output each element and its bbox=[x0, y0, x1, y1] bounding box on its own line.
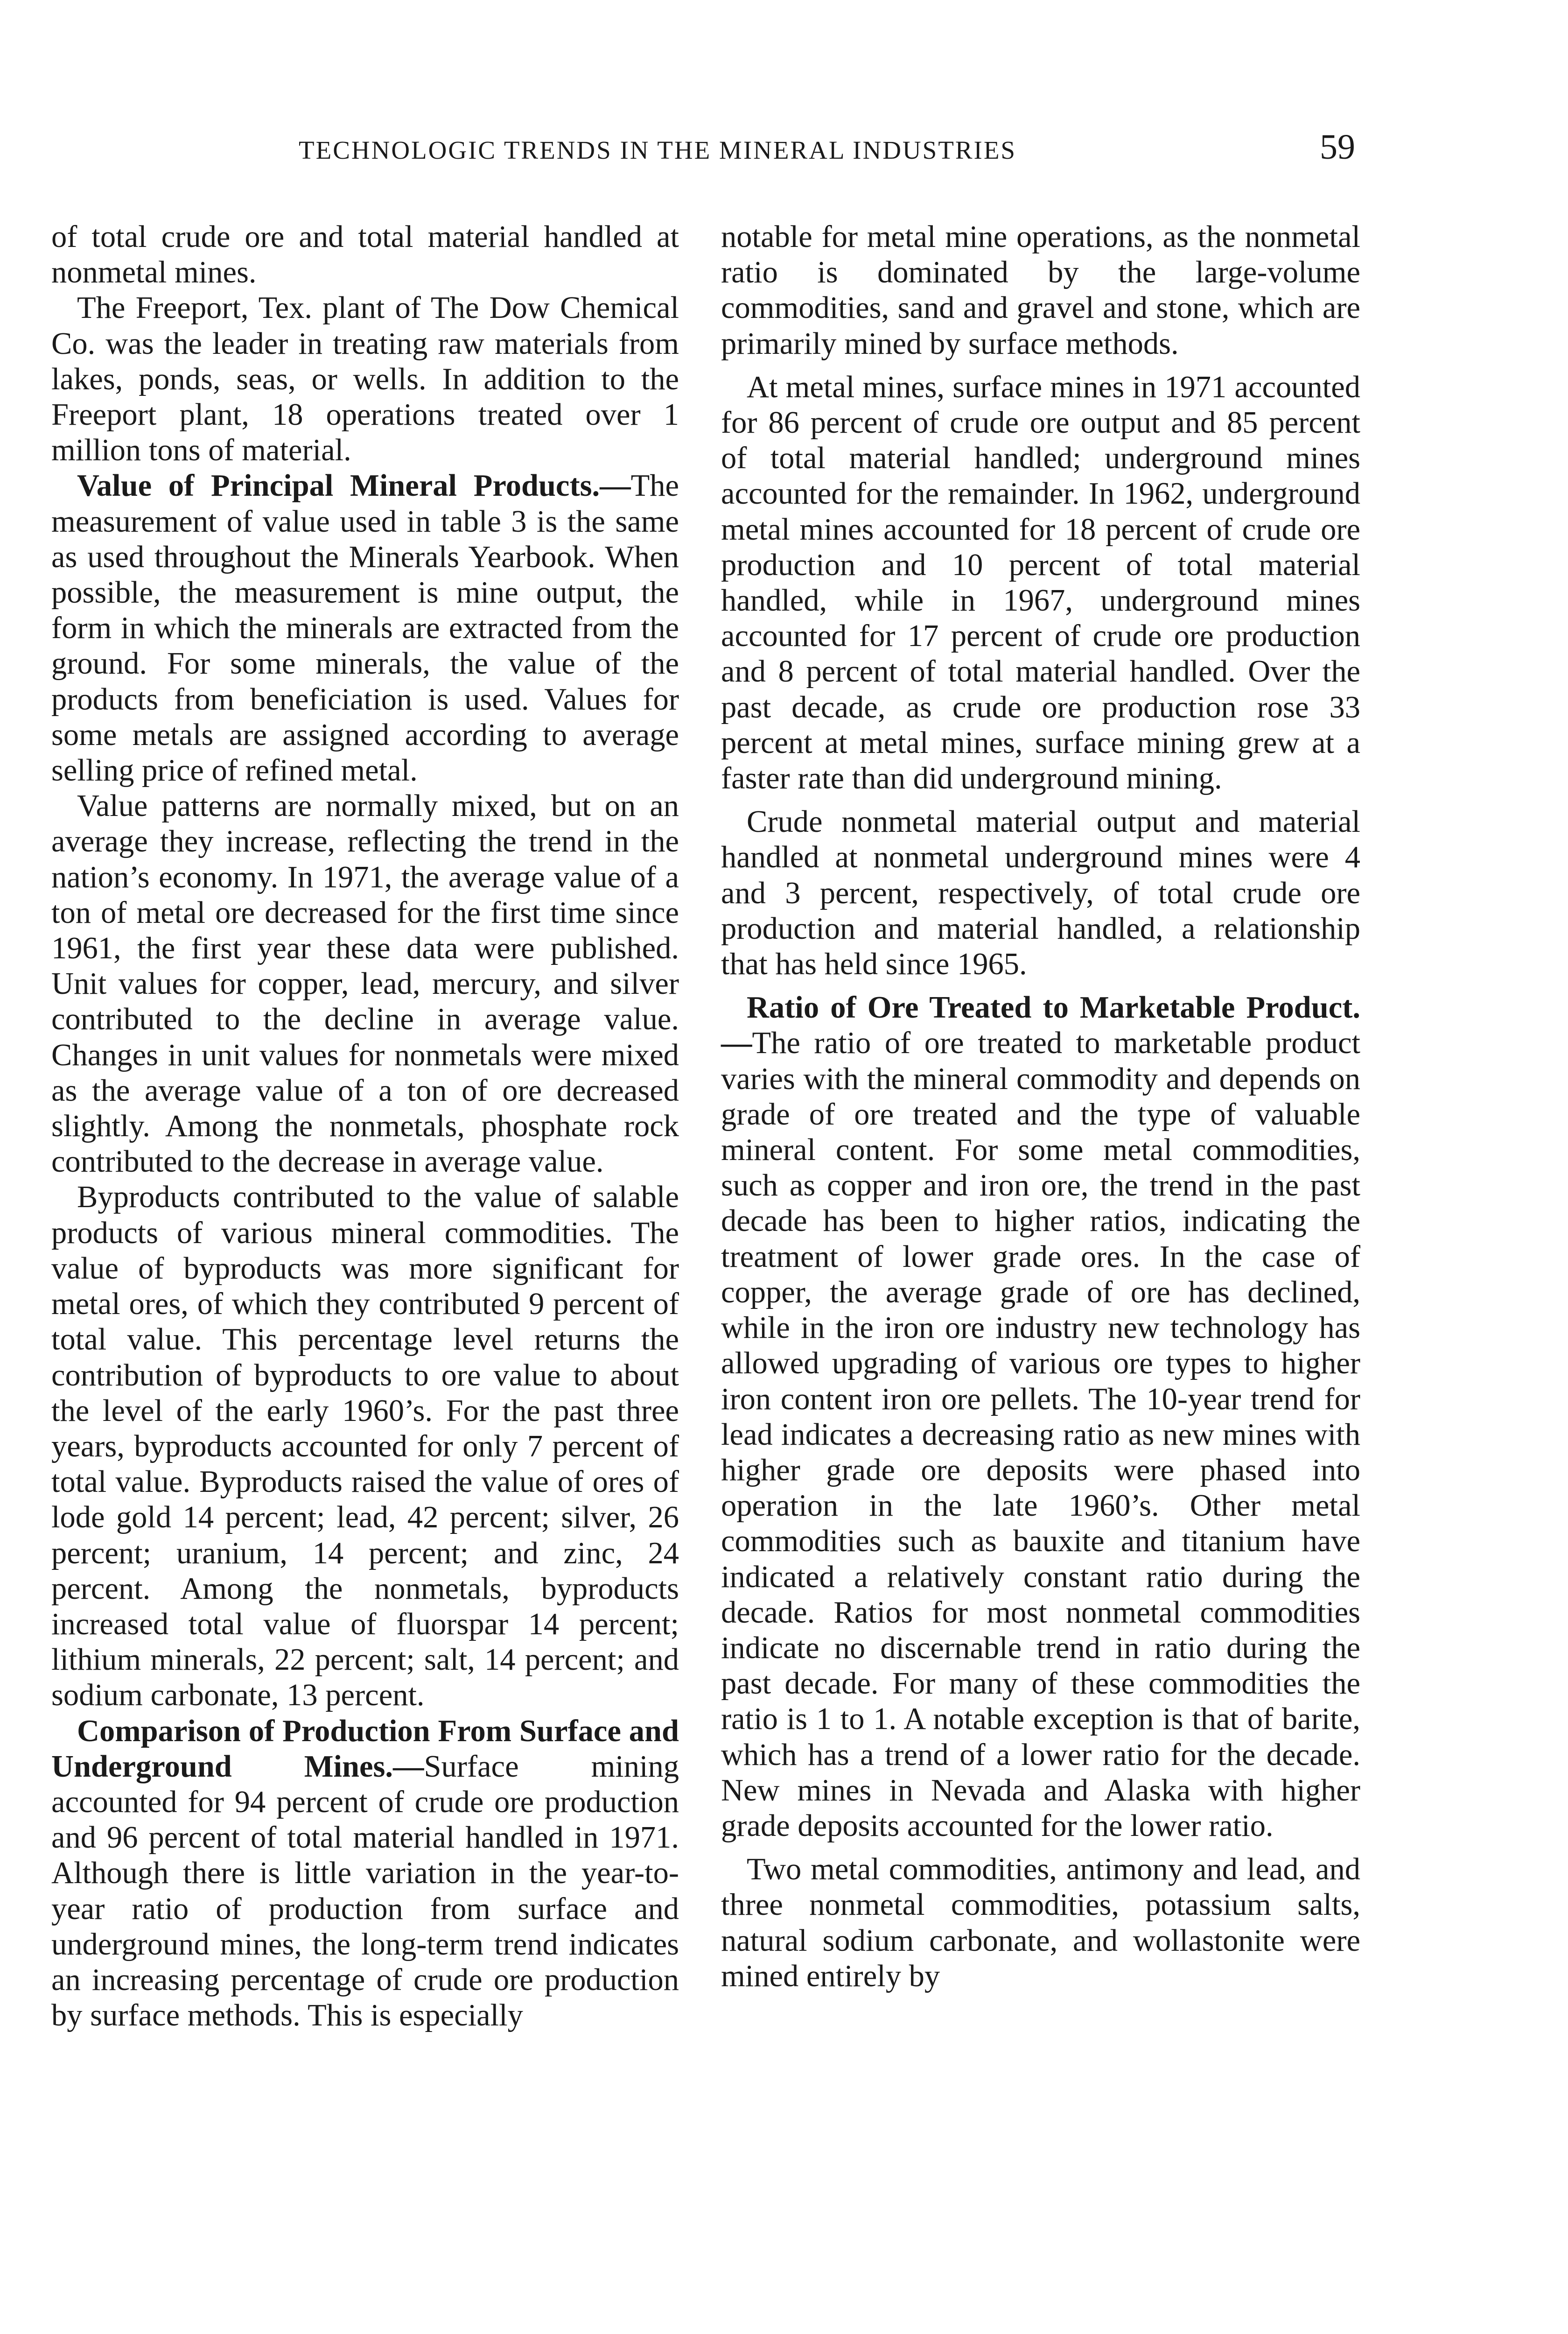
paragraph: of total crude ore and total material handled at nonmetal mines. bbox=[51, 220, 679, 290]
paragraph: Value patterns are normally mixed, but on an average they increase, reflecting the trend in the nation’s economy. In 1971, the average value of a ton of metal ore decreased for the first time since 1961, the first year these data were published. Unit values for copper, lead, mercury, and silver contributed to the decline in average value. Changes in unit values for nonmetals were mixed as the average value of a ton of ore decreased slightly. Among the nonmetals, phosphate rock contributed to the decrease in average value. bbox=[51, 789, 679, 1179]
paragraph bbox=[721, 990, 1360, 1844]
page-number: 59 bbox=[1320, 127, 1355, 167]
paragraph: notable for metal mine operations, as the nonmetal ratio is dominated by the large-volume commodities, sand and gravel and stone, which are primarily mined by surface methods. bbox=[721, 220, 1360, 361]
right-column bbox=[721, 219, 1360, 1994]
section-heading: Value of Principal Mineral Products.— bbox=[77, 469, 631, 503]
paragraph-text: The ratio of ore treated to marketable product varies with the mineral commodity and depends on grade of ore treated and the type of valuable mineral content. For some metal commodities, such as copper and iron ore, the trend in the past decade has been to higher ratios, indicating the treatment of lower grade ores. In the case of copper, the average grade of ore has declined, while in the iron ore industry new technology has allowed upgrading of various ore types to higher iron content iron ore pellets. The 10-year trend for lead indicates a decreasing ratio as new mines with higher grade ore deposits were phased into operation in the late 1960’s. Other metal commodities such as bauxite and titanium have indicated a relatively constant ratio during the decade. Ratios for most nonmetal commodities indicate no discernable trend in ratio during the past decade. For many of these commodities the ratio is 1 to 1. A notable exception is that of barite, which has a trend of a lower ratio for the decade. New mines in Nevada and Alaska with higher grade deposits accounted for the lower ratio. bbox=[721, 1026, 1360, 1843]
paragraph: Crude nonmetal material output and material handled at nonmetal underground mines were 4 and 3 percent, respectively, of total crude ore production and material handled, a relationship that has held since 1965. bbox=[721, 805, 1360, 982]
paragraph: At metal mines, surface mines in 1971 accounted for 86 percent of crude ore output and 85 percent of total material handled; underground mines accounted for the remainder. In 1962, underground metal mines accounted for 18 percent of crude ore production and 10 percent of total material handled, while in 1967, underground mines accounted for 17 percent of crude ore production and 8 percent of total material handled. Over the past decade, as crude ore production rose 33 percent at metal mines, surface mining grew at a faster rate than did underground mining. bbox=[721, 370, 1360, 796]
paragraph bbox=[51, 468, 679, 788]
section-heading: Comparison of Production From Surface and Underground Mines.— bbox=[51, 1714, 679, 1784]
running-header: TECHNOLOGIC TRENDS IN THE MINERAL INDUSTRIES bbox=[299, 136, 1017, 164]
left-column bbox=[51, 219, 679, 2033]
paragraph: The Freeport, Tex. plant of The Dow Chemical Co. was the leader in treating raw materials from lakes, ponds, seas, or wells. In addition to the Freeport plant, 18 operations treated over 1 million tons of material. bbox=[51, 291, 679, 468]
paragraph: Byproducts contributed to the value of salable products of various mineral commodities. The value of byproducts was more significant for metal ores, of which they contributed 9 percent of total value. This percentage level returns the contribution of byproducts to ore value to about the level of the early 1960’s. For the past three years, byproducts accounted for only 7 percent of total value. Byproducts raised the value of ores of lode gold 14 percent; lead, 42 percent; silver, 26 percent; uranium, 14 percent; and zinc, 24 percent. Among the nonmetals, byproducts increased total value of fluorspar 14 percent; lithium minerals, 22 percent; salt, 14 percent; and sodium carbonate, 13 percent. bbox=[51, 1180, 679, 1713]
paragraph-text: Surface mining accounted for 94 percent of crude ore production and 96 percent of total material handled in 1971. Although there is little variation in the year-to-year ratio of production from surface and underground mines, the long-term trend indicates an increasing percentage of crude ore production by surface methods. This is especially bbox=[51, 1749, 679, 2033]
section-heading: Ratio of Ore Treated to Marketable Product.— bbox=[721, 991, 1360, 1061]
paragraph bbox=[51, 1714, 679, 2034]
paragraph-text: The measurement of value used in table 3 is the same as used throughout the Minerals Yearbook. When possible, the measurement is mine output, the form in which the minerals are extracted from the ground. For some minerals, the value of the products from beneficiation is used. Values for some metals are assigned according to average selling price of refined metal. bbox=[51, 469, 679, 788]
paragraph: Two metal commodities, antimony and lead, and three nonmetal commodities, potassium salts, natural sodium carbonate, and wollastonite were mined entirely by bbox=[721, 1852, 1360, 1993]
